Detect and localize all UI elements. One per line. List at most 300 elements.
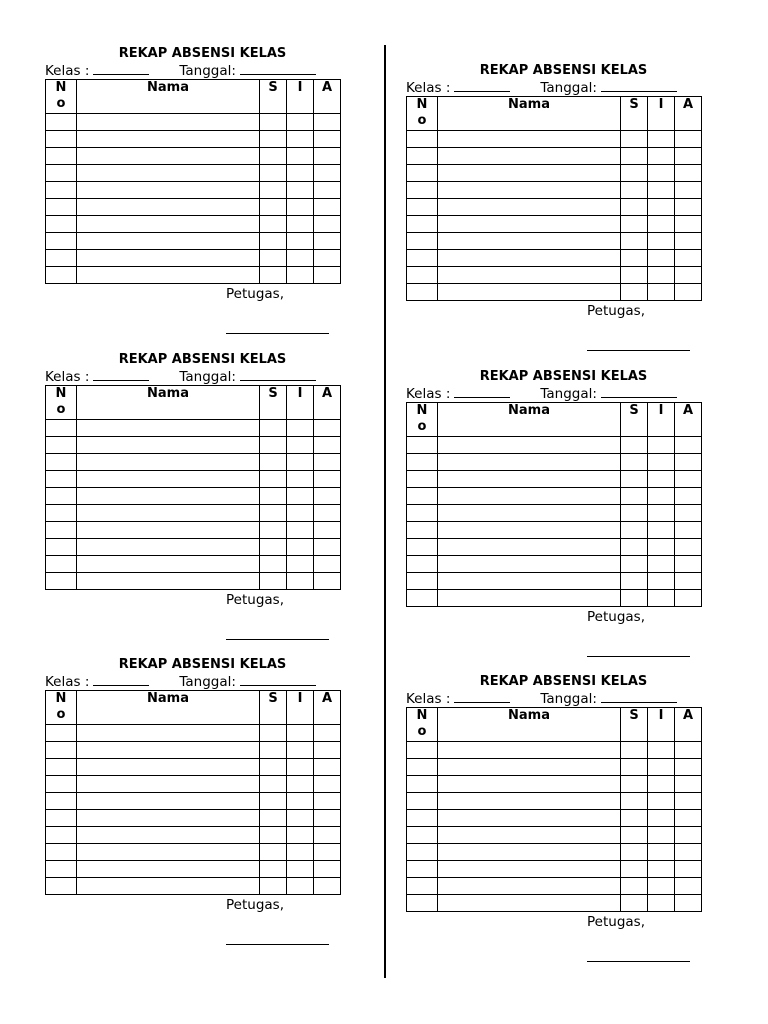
- signature-line[interactable]: [226, 333, 329, 334]
- nama-cell[interactable]: [77, 182, 260, 199]
- nama-cell[interactable]: [77, 573, 260, 590]
- i-cell[interactable]: [648, 148, 675, 165]
- no-cell[interactable]: [46, 827, 77, 844]
- i-cell[interactable]: [287, 725, 314, 742]
- s-cell[interactable]: [621, 793, 648, 810]
- no-cell[interactable]: [46, 454, 77, 471]
- nama-cell[interactable]: [77, 759, 260, 776]
- signature-line[interactable]: [587, 961, 690, 962]
- s-cell[interactable]: [621, 810, 648, 827]
- i-cell[interactable]: [287, 182, 314, 199]
- a-cell[interactable]: [314, 742, 341, 759]
- s-cell[interactable]: [621, 488, 648, 505]
- no-cell[interactable]: [407, 590, 438, 607]
- s-cell[interactable]: [621, 759, 648, 776]
- a-cell[interactable]: [675, 471, 702, 488]
- kelas-blank-field[interactable]: [93, 62, 149, 75]
- s-cell[interactable]: [621, 131, 648, 148]
- no-cell[interactable]: [46, 165, 77, 182]
- no-cell[interactable]: [407, 148, 438, 165]
- no-cell[interactable]: [407, 182, 438, 199]
- no-cell[interactable]: [407, 437, 438, 454]
- i-cell[interactable]: [648, 522, 675, 539]
- nama-cell[interactable]: [77, 165, 260, 182]
- a-cell[interactable]: [314, 488, 341, 505]
- no-cell[interactable]: [46, 861, 77, 878]
- s-cell[interactable]: [260, 810, 287, 827]
- nama-cell[interactable]: [438, 199, 621, 216]
- i-cell[interactable]: [287, 573, 314, 590]
- s-cell[interactable]: [621, 573, 648, 590]
- no-cell[interactable]: [46, 199, 77, 216]
- nama-cell[interactable]: [77, 776, 260, 793]
- a-cell[interactable]: [314, 199, 341, 216]
- no-cell[interactable]: [46, 844, 77, 861]
- nama-cell[interactable]: [77, 233, 260, 250]
- no-cell[interactable]: [407, 488, 438, 505]
- nama-cell[interactable]: [77, 114, 260, 131]
- no-cell[interactable]: [407, 522, 438, 539]
- s-cell[interactable]: [260, 827, 287, 844]
- no-cell[interactable]: [407, 216, 438, 233]
- s-cell[interactable]: [621, 437, 648, 454]
- no-cell[interactable]: [46, 776, 77, 793]
- i-cell[interactable]: [648, 454, 675, 471]
- no-cell[interactable]: [46, 810, 77, 827]
- nama-cell[interactable]: [77, 793, 260, 810]
- i-cell[interactable]: [287, 250, 314, 267]
- i-cell[interactable]: [287, 878, 314, 895]
- signature-line[interactable]: [226, 639, 329, 640]
- no-cell[interactable]: [407, 454, 438, 471]
- a-cell[interactable]: [314, 522, 341, 539]
- no-cell[interactable]: [46, 267, 77, 284]
- a-cell[interactable]: [675, 759, 702, 776]
- a-cell[interactable]: [675, 878, 702, 895]
- nama-cell[interactable]: [438, 827, 621, 844]
- nama-cell[interactable]: [438, 505, 621, 522]
- tanggal-blank-field[interactable]: [240, 673, 316, 686]
- no-cell[interactable]: [46, 539, 77, 556]
- i-cell[interactable]: [287, 776, 314, 793]
- s-cell[interactable]: [621, 267, 648, 284]
- s-cell[interactable]: [260, 556, 287, 573]
- nama-cell[interactable]: [438, 776, 621, 793]
- nama-cell[interactable]: [438, 539, 621, 556]
- a-cell[interactable]: [675, 556, 702, 573]
- s-cell[interactable]: [260, 793, 287, 810]
- i-cell[interactable]: [648, 437, 675, 454]
- i-cell[interactable]: [287, 742, 314, 759]
- s-cell[interactable]: [260, 216, 287, 233]
- a-cell[interactable]: [675, 267, 702, 284]
- a-cell[interactable]: [314, 539, 341, 556]
- nama-cell[interactable]: [77, 878, 260, 895]
- s-cell[interactable]: [621, 284, 648, 301]
- tanggal-blank-field[interactable]: [601, 385, 677, 398]
- nama-cell[interactable]: [77, 471, 260, 488]
- nama-cell[interactable]: [77, 131, 260, 148]
- i-cell[interactable]: [287, 454, 314, 471]
- s-cell[interactable]: [621, 827, 648, 844]
- no-cell[interactable]: [46, 250, 77, 267]
- no-cell[interactable]: [46, 742, 77, 759]
- no-cell[interactable]: [407, 284, 438, 301]
- a-cell[interactable]: [314, 878, 341, 895]
- kelas-blank-field[interactable]: [454, 79, 510, 92]
- nama-cell[interactable]: [438, 759, 621, 776]
- s-cell[interactable]: [260, 437, 287, 454]
- i-cell[interactable]: [648, 267, 675, 284]
- a-cell[interactable]: [675, 810, 702, 827]
- nama-cell[interactable]: [77, 861, 260, 878]
- no-cell[interactable]: [407, 810, 438, 827]
- tanggal-blank-field[interactable]: [240, 368, 316, 381]
- a-cell[interactable]: [675, 590, 702, 607]
- a-cell[interactable]: [314, 437, 341, 454]
- tanggal-blank-field[interactable]: [601, 79, 677, 92]
- nama-cell[interactable]: [438, 522, 621, 539]
- a-cell[interactable]: [675, 539, 702, 556]
- no-cell[interactable]: [46, 437, 77, 454]
- i-cell[interactable]: [287, 216, 314, 233]
- i-cell[interactable]: [648, 793, 675, 810]
- kelas-blank-field[interactable]: [454, 385, 510, 398]
- no-cell[interactable]: [46, 420, 77, 437]
- tanggal-blank-field[interactable]: [240, 62, 316, 75]
- s-cell[interactable]: [260, 454, 287, 471]
- kelas-blank-field[interactable]: [93, 368, 149, 381]
- no-cell[interactable]: [46, 488, 77, 505]
- s-cell[interactable]: [260, 420, 287, 437]
- i-cell[interactable]: [648, 505, 675, 522]
- nama-cell[interactable]: [438, 844, 621, 861]
- s-cell[interactable]: [260, 573, 287, 590]
- i-cell[interactable]: [648, 131, 675, 148]
- nama-cell[interactable]: [438, 454, 621, 471]
- no-cell[interactable]: [46, 216, 77, 233]
- s-cell[interactable]: [621, 148, 648, 165]
- nama-cell[interactable]: [77, 844, 260, 861]
- nama-cell[interactable]: [438, 131, 621, 148]
- no-cell[interactable]: [46, 148, 77, 165]
- i-cell[interactable]: [287, 556, 314, 573]
- a-cell[interactable]: [675, 250, 702, 267]
- s-cell[interactable]: [260, 165, 287, 182]
- no-cell[interactable]: [46, 233, 77, 250]
- a-cell[interactable]: [675, 165, 702, 182]
- a-cell[interactable]: [314, 573, 341, 590]
- nama-cell[interactable]: [77, 742, 260, 759]
- s-cell[interactable]: [260, 131, 287, 148]
- no-cell[interactable]: [46, 573, 77, 590]
- tanggal-blank-field[interactable]: [601, 690, 677, 703]
- i-cell[interactable]: [648, 216, 675, 233]
- nama-cell[interactable]: [438, 182, 621, 199]
- nama-cell[interactable]: [438, 267, 621, 284]
- nama-cell[interactable]: [438, 148, 621, 165]
- nama-cell[interactable]: [77, 522, 260, 539]
- a-cell[interactable]: [314, 776, 341, 793]
- s-cell[interactable]: [260, 488, 287, 505]
- i-cell[interactable]: [287, 844, 314, 861]
- nama-cell[interactable]: [438, 810, 621, 827]
- s-cell[interactable]: [260, 759, 287, 776]
- i-cell[interactable]: [287, 793, 314, 810]
- s-cell[interactable]: [260, 233, 287, 250]
- s-cell[interactable]: [260, 267, 287, 284]
- s-cell[interactable]: [621, 861, 648, 878]
- a-cell[interactable]: [314, 267, 341, 284]
- s-cell[interactable]: [260, 250, 287, 267]
- a-cell[interactable]: [675, 131, 702, 148]
- i-cell[interactable]: [287, 539, 314, 556]
- i-cell[interactable]: [287, 165, 314, 182]
- s-cell[interactable]: [621, 590, 648, 607]
- nama-cell[interactable]: [438, 471, 621, 488]
- a-cell[interactable]: [675, 148, 702, 165]
- i-cell[interactable]: [648, 742, 675, 759]
- s-cell[interactable]: [621, 233, 648, 250]
- i-cell[interactable]: [648, 861, 675, 878]
- a-cell[interactable]: [675, 742, 702, 759]
- nama-cell[interactable]: [77, 437, 260, 454]
- a-cell[interactable]: [314, 725, 341, 742]
- s-cell[interactable]: [260, 522, 287, 539]
- i-cell[interactable]: [287, 267, 314, 284]
- i-cell[interactable]: [287, 148, 314, 165]
- no-cell[interactable]: [407, 505, 438, 522]
- s-cell[interactable]: [621, 471, 648, 488]
- no-cell[interactable]: [407, 131, 438, 148]
- no-cell[interactable]: [407, 759, 438, 776]
- s-cell[interactable]: [260, 776, 287, 793]
- nama-cell[interactable]: [77, 725, 260, 742]
- a-cell[interactable]: [675, 454, 702, 471]
- nama-cell[interactable]: [77, 827, 260, 844]
- a-cell[interactable]: [314, 793, 341, 810]
- no-cell[interactable]: [407, 861, 438, 878]
- a-cell[interactable]: [675, 827, 702, 844]
- i-cell[interactable]: [287, 233, 314, 250]
- a-cell[interactable]: [314, 827, 341, 844]
- a-cell[interactable]: [675, 284, 702, 301]
- no-cell[interactable]: [46, 759, 77, 776]
- s-cell[interactable]: [621, 505, 648, 522]
- nama-cell[interactable]: [438, 573, 621, 590]
- nama-cell[interactable]: [438, 437, 621, 454]
- a-cell[interactable]: [314, 471, 341, 488]
- i-cell[interactable]: [287, 114, 314, 131]
- s-cell[interactable]: [260, 148, 287, 165]
- nama-cell[interactable]: [77, 810, 260, 827]
- s-cell[interactable]: [260, 844, 287, 861]
- i-cell[interactable]: [287, 471, 314, 488]
- nama-cell[interactable]: [438, 742, 621, 759]
- signature-line[interactable]: [587, 350, 690, 351]
- s-cell[interactable]: [260, 471, 287, 488]
- no-cell[interactable]: [407, 267, 438, 284]
- i-cell[interactable]: [287, 827, 314, 844]
- i-cell[interactable]: [648, 471, 675, 488]
- i-cell[interactable]: [287, 131, 314, 148]
- no-cell[interactable]: [407, 539, 438, 556]
- a-cell[interactable]: [675, 522, 702, 539]
- i-cell[interactable]: [648, 895, 675, 912]
- s-cell[interactable]: [260, 539, 287, 556]
- a-cell[interactable]: [675, 793, 702, 810]
- s-cell[interactable]: [621, 878, 648, 895]
- nama-cell[interactable]: [438, 590, 621, 607]
- no-cell[interactable]: [46, 522, 77, 539]
- s-cell[interactable]: [621, 556, 648, 573]
- a-cell[interactable]: [314, 420, 341, 437]
- no-cell[interactable]: [407, 895, 438, 912]
- nama-cell[interactable]: [77, 267, 260, 284]
- nama-cell[interactable]: [77, 199, 260, 216]
- nama-cell[interactable]: [438, 488, 621, 505]
- s-cell[interactable]: [260, 878, 287, 895]
- a-cell[interactable]: [314, 114, 341, 131]
- nama-cell[interactable]: [438, 895, 621, 912]
- nama-cell[interactable]: [77, 556, 260, 573]
- a-cell[interactable]: [314, 844, 341, 861]
- no-cell[interactable]: [407, 165, 438, 182]
- i-cell[interactable]: [287, 437, 314, 454]
- a-cell[interactable]: [314, 250, 341, 267]
- a-cell[interactable]: [314, 810, 341, 827]
- i-cell[interactable]: [648, 878, 675, 895]
- s-cell[interactable]: [621, 776, 648, 793]
- nama-cell[interactable]: [438, 556, 621, 573]
- a-cell[interactable]: [314, 165, 341, 182]
- no-cell[interactable]: [46, 182, 77, 199]
- nama-cell[interactable]: [77, 454, 260, 471]
- nama-cell[interactable]: [77, 216, 260, 233]
- no-cell[interactable]: [46, 725, 77, 742]
- s-cell[interactable]: [621, 250, 648, 267]
- s-cell[interactable]: [260, 742, 287, 759]
- s-cell[interactable]: [621, 165, 648, 182]
- signature-line[interactable]: [226, 944, 329, 945]
- nama-cell[interactable]: [77, 148, 260, 165]
- no-cell[interactable]: [46, 505, 77, 522]
- i-cell[interactable]: [287, 759, 314, 776]
- a-cell[interactable]: [675, 488, 702, 505]
- nama-cell[interactable]: [77, 250, 260, 267]
- s-cell[interactable]: [621, 539, 648, 556]
- s-cell[interactable]: [260, 182, 287, 199]
- a-cell[interactable]: [675, 861, 702, 878]
- nama-cell[interactable]: [77, 539, 260, 556]
- a-cell[interactable]: [675, 844, 702, 861]
- a-cell[interactable]: [675, 437, 702, 454]
- i-cell[interactable]: [648, 165, 675, 182]
- no-cell[interactable]: [407, 827, 438, 844]
- s-cell[interactable]: [621, 454, 648, 471]
- no-cell[interactable]: [407, 793, 438, 810]
- i-cell[interactable]: [287, 861, 314, 878]
- i-cell[interactable]: [648, 233, 675, 250]
- nama-cell[interactable]: [438, 861, 621, 878]
- nama-cell[interactable]: [77, 505, 260, 522]
- s-cell[interactable]: [260, 114, 287, 131]
- s-cell[interactable]: [621, 216, 648, 233]
- a-cell[interactable]: [675, 216, 702, 233]
- nama-cell[interactable]: [438, 165, 621, 182]
- a-cell[interactable]: [675, 233, 702, 250]
- a-cell[interactable]: [314, 148, 341, 165]
- s-cell[interactable]: [260, 199, 287, 216]
- nama-cell[interactable]: [438, 216, 621, 233]
- a-cell[interactable]: [675, 573, 702, 590]
- i-cell[interactable]: [648, 539, 675, 556]
- a-cell[interactable]: [314, 556, 341, 573]
- no-cell[interactable]: [46, 471, 77, 488]
- i-cell[interactable]: [648, 776, 675, 793]
- kelas-blank-field[interactable]: [454, 690, 510, 703]
- i-cell[interactable]: [648, 590, 675, 607]
- a-cell[interactable]: [314, 454, 341, 471]
- a-cell[interactable]: [314, 759, 341, 776]
- a-cell[interactable]: [314, 861, 341, 878]
- s-cell[interactable]: [621, 895, 648, 912]
- i-cell[interactable]: [648, 488, 675, 505]
- i-cell[interactable]: [287, 488, 314, 505]
- i-cell[interactable]: [287, 505, 314, 522]
- no-cell[interactable]: [46, 131, 77, 148]
- s-cell[interactable]: [621, 844, 648, 861]
- nama-cell[interactable]: [77, 420, 260, 437]
- s-cell[interactable]: [621, 522, 648, 539]
- i-cell[interactable]: [648, 810, 675, 827]
- no-cell[interactable]: [46, 556, 77, 573]
- i-cell[interactable]: [648, 250, 675, 267]
- i-cell[interactable]: [648, 556, 675, 573]
- a-cell[interactable]: [314, 216, 341, 233]
- a-cell[interactable]: [675, 182, 702, 199]
- i-cell[interactable]: [287, 522, 314, 539]
- i-cell[interactable]: [648, 759, 675, 776]
- nama-cell[interactable]: [438, 878, 621, 895]
- no-cell[interactable]: [407, 233, 438, 250]
- nama-cell[interactable]: [438, 284, 621, 301]
- i-cell[interactable]: [648, 827, 675, 844]
- no-cell[interactable]: [407, 742, 438, 759]
- s-cell[interactable]: [260, 861, 287, 878]
- i-cell[interactable]: [287, 810, 314, 827]
- a-cell[interactable]: [314, 131, 341, 148]
- s-cell[interactable]: [260, 725, 287, 742]
- a-cell[interactable]: [675, 895, 702, 912]
- i-cell[interactable]: [648, 573, 675, 590]
- no-cell[interactable]: [407, 250, 438, 267]
- signature-line[interactable]: [587, 656, 690, 657]
- no-cell[interactable]: [46, 114, 77, 131]
- a-cell[interactable]: [675, 505, 702, 522]
- a-cell[interactable]: [314, 233, 341, 250]
- no-cell[interactable]: [407, 471, 438, 488]
- i-cell[interactable]: [287, 420, 314, 437]
- no-cell[interactable]: [407, 573, 438, 590]
- i-cell[interactable]: [287, 199, 314, 216]
- nama-cell[interactable]: [77, 488, 260, 505]
- i-cell[interactable]: [648, 182, 675, 199]
- a-cell[interactable]: [675, 776, 702, 793]
- i-cell[interactable]: [648, 844, 675, 861]
- s-cell[interactable]: [621, 182, 648, 199]
- nama-cell[interactable]: [438, 250, 621, 267]
